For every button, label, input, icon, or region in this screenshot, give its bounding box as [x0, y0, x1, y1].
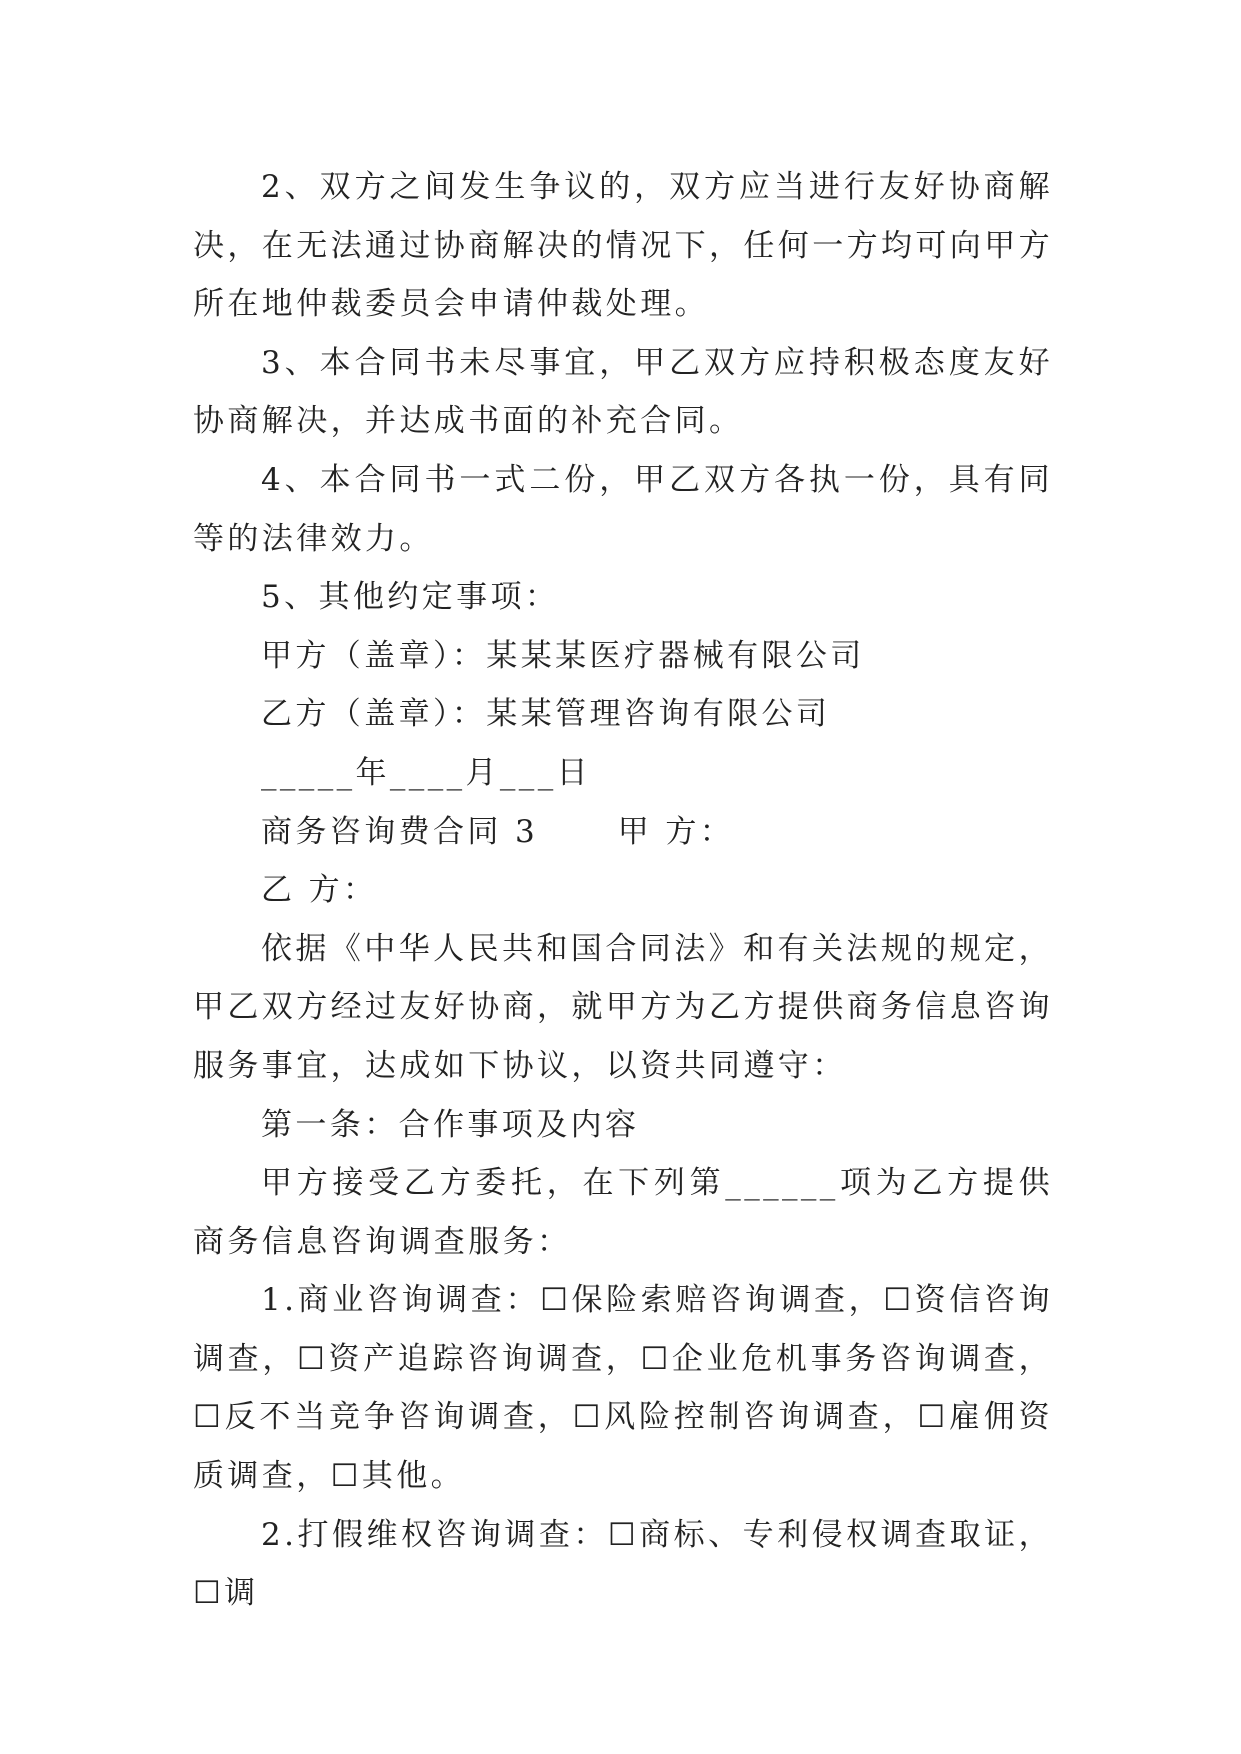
party-b-seal-line: 乙方（盖章）：某某管理咨询有限公司 — [261, 696, 831, 733]
paragraph-unfinished-matters: 3、本合同书未尽事宜，甲乙双方应持积极态度友好协商解决，并达成书面的补充合同。 — [193, 344, 1053, 440]
party-b-line: 乙 方： — [261, 872, 378, 909]
contract-title-line: 商务咨询费合同 3 甲 方： — [261, 813, 735, 850]
paragraph-entrustment: 甲方接受乙方委托，在下列第______项为乙方提供商务信息咨询调查服务： — [193, 1165, 1053, 1260]
paragraph-copies: 4、本合同书一式二份，甲乙双方各执一份，具有同等的法律效力。 — [193, 461, 1053, 557]
paragraph-basis: 依据《中华人民共和国合同法》和有关法规的规定，甲乙双方经过友好协商，就甲方为乙方提供商务信息咨询服务事宜，达成如下协议，以资共同遵守： — [193, 930, 1053, 1084]
date-line: _____年____月___日 — [261, 754, 591, 791]
article-one-heading: 第一条：合作事项及内容 — [261, 1106, 640, 1143]
party-a-seal-line: 甲方（盖章）：某某某医疗器械有限公司 — [261, 637, 865, 674]
paragraph-anti-counterfeit: 2.打假维权咨询调查：☐商标、专利侵权调查取证，☐调 — [193, 1516, 1053, 1612]
paragraph-dispute-resolution: 2、双方之间发生争议的，双方应当进行友好协商解决，在无法通过协商解决的情况下，任何一方均可向甲方所在地仲裁委员会申请仲裁处理。 — [193, 169, 1053, 323]
document-body — [193, 158, 1053, 1623]
paragraph-business-investigation: 1.商业咨询调查：☐保险索赔咨询调查，☐资信咨询调查，☐资产追踪咨询调查，☐企业危机事务咨询调查，☐反不当竞争咨询调查，☐风险控制咨询调查，☐雇佣资质调查，☐其他。 — [193, 1282, 1053, 1495]
paragraph-other-matters: 5、其他约定事项： — [261, 579, 560, 616]
